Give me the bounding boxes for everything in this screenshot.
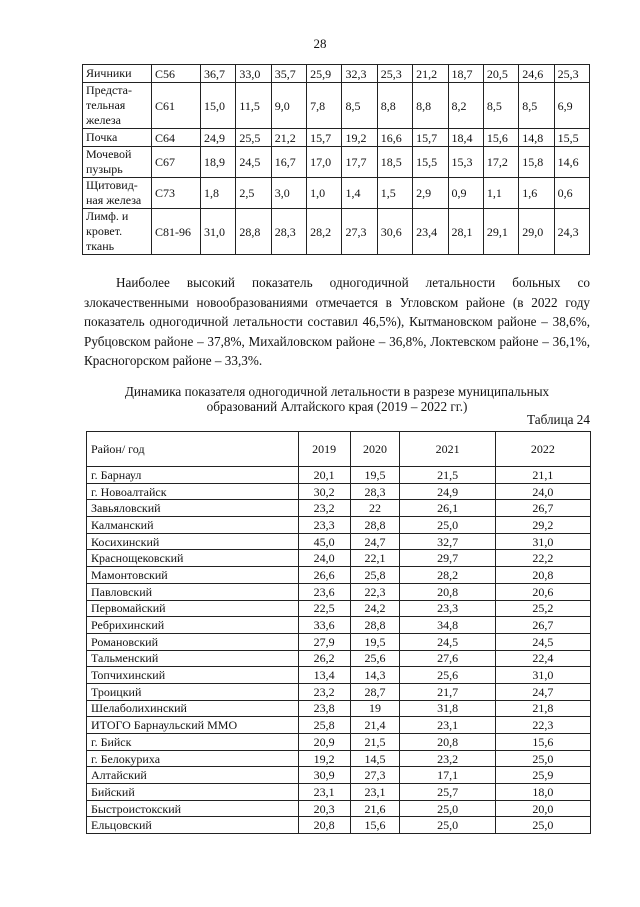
table-header-row xyxy=(87,432,591,467)
table-cell: 18,4 xyxy=(448,129,483,147)
table-cell: 23,6 xyxy=(298,583,350,600)
table-cell: 21,8 xyxy=(495,700,590,717)
table-cell: 1,0 xyxy=(307,178,342,209)
table-row xyxy=(87,583,591,600)
table-cell: 17,2 xyxy=(483,147,518,178)
table-cell: 20,8 xyxy=(298,817,350,834)
table-cell: 30,2 xyxy=(298,483,350,500)
table-cell: 28,3 xyxy=(271,209,306,255)
table-row xyxy=(87,633,591,650)
table-cell: 24,0 xyxy=(495,483,590,500)
district-name: Бийский xyxy=(87,784,299,801)
district-name: Ельцовский xyxy=(87,817,299,834)
table-cell: 27,6 xyxy=(400,650,495,667)
table-cell: 24,0 xyxy=(298,550,350,567)
table-cell: 15,0 xyxy=(201,83,236,129)
district-name: Мамонтовский xyxy=(87,567,299,584)
table-cell: 21,5 xyxy=(400,467,495,484)
table-cell: 18,9 xyxy=(201,147,236,178)
table-cell: 25,0 xyxy=(400,517,495,534)
table-cell: 13,4 xyxy=(298,667,350,684)
table-cell: 25,6 xyxy=(400,667,495,684)
table-cell: 28,3 xyxy=(350,483,400,500)
icd-code: C67 xyxy=(152,147,201,178)
table-cell: 25,9 xyxy=(307,65,342,83)
table-cell: 25,0 xyxy=(495,817,590,834)
icd-code: C64 xyxy=(152,129,201,147)
icd-code: C61 xyxy=(152,83,201,129)
table-cell: 29,1 xyxy=(483,209,518,255)
table-cell: 15,5 xyxy=(413,147,448,178)
header-2020: 2020 xyxy=(350,432,400,467)
table-row xyxy=(87,734,591,751)
table-cell: 21,5 xyxy=(350,734,400,751)
table-row xyxy=(87,800,591,817)
district-name: Быстроистокский xyxy=(87,800,299,817)
table-row xyxy=(87,784,591,801)
table-row xyxy=(87,533,591,550)
table-cell: 21,1 xyxy=(495,467,590,484)
page-number: 28 xyxy=(313,36,327,51)
table-cell: 20,9 xyxy=(298,734,350,751)
table-cell: 21,2 xyxy=(413,65,448,83)
table-cell: 24,6 xyxy=(519,65,554,83)
table-cell: 18,0 xyxy=(495,784,590,801)
table-cell: 26,7 xyxy=(495,500,590,517)
district-name: Косихинский xyxy=(87,533,299,550)
table-cell: 20,1 xyxy=(298,467,350,484)
district-name: Ребрихинский xyxy=(87,617,299,634)
table-cell: 20,6 xyxy=(495,583,590,600)
district-name: Троицкий xyxy=(87,683,299,700)
table-row xyxy=(87,567,591,584)
district-name: ИТОГО Барнаульский ММО xyxy=(87,717,299,734)
table-cell: 22,4 xyxy=(495,650,590,667)
table-row xyxy=(83,83,590,129)
table-cell: 28,1 xyxy=(448,209,483,255)
table-cell: 7,8 xyxy=(307,83,342,129)
table-cell: 25,3 xyxy=(377,65,412,83)
table-caption: Динамика показателя одногодичной летальности в разрезе муниципальных образований Алтайского края (2019 – 2022 гг.) xyxy=(124,384,550,414)
table-cell: 1,4 xyxy=(342,178,377,209)
table-cell: 8,5 xyxy=(519,83,554,129)
table-cell: 23,3 xyxy=(298,517,350,534)
district-name: Топчихинский xyxy=(87,667,299,684)
table-row xyxy=(87,467,591,484)
table-cell: 31,0 xyxy=(201,209,236,255)
district-name: г. Белокуриха xyxy=(87,750,299,767)
table-cell: 22 xyxy=(350,500,400,517)
table-cell: 26,2 xyxy=(298,650,350,667)
table-row xyxy=(87,500,591,517)
table-cell: 45,0 xyxy=(298,533,350,550)
table-row xyxy=(83,65,590,83)
table-cell: 25,5 xyxy=(236,129,271,147)
table-row xyxy=(87,717,591,734)
table-label: Таблица 24 xyxy=(527,412,590,427)
table-row xyxy=(87,517,591,534)
table-cell: 21,6 xyxy=(350,800,400,817)
district-name: Шелаболихинский xyxy=(87,700,299,717)
table-cell: 20,8 xyxy=(400,583,495,600)
table-cell: 24,7 xyxy=(495,683,590,700)
table-cell: 14,8 xyxy=(519,129,554,147)
header-2021: 2021 xyxy=(400,432,495,467)
table-cell: 29,0 xyxy=(519,209,554,255)
table-cell: 15,7 xyxy=(413,129,448,147)
table-cell: 0,9 xyxy=(448,178,483,209)
district-name: Тальменский xyxy=(87,650,299,667)
table-cell: 27,9 xyxy=(298,633,350,650)
table-cell: 14,5 xyxy=(350,750,400,767)
table-cell: 15,7 xyxy=(307,129,342,147)
table-cell: 28,2 xyxy=(400,567,495,584)
table-cell: 23,1 xyxy=(400,717,495,734)
table-row xyxy=(83,129,590,147)
district-name: Калманский xyxy=(87,517,299,534)
table-cell: 8,2 xyxy=(448,83,483,129)
table-cell: 25,9 xyxy=(495,767,590,784)
table-cell: 23,2 xyxy=(298,500,350,517)
table-cell: 24,7 xyxy=(350,533,400,550)
icd-code: C81-96 xyxy=(152,209,201,255)
table-cell: 24,2 xyxy=(350,600,400,617)
table-cell: 18,5 xyxy=(377,147,412,178)
table-cell: 23,8 xyxy=(298,700,350,717)
table-cell: 19,5 xyxy=(350,633,400,650)
district-name: Романовский xyxy=(87,633,299,650)
table-cell: 24,3 xyxy=(554,209,589,255)
table-cell: 17,0 xyxy=(307,147,342,178)
table-row xyxy=(83,178,590,209)
table-cell: 34,8 xyxy=(400,617,495,634)
table-cell: 27,3 xyxy=(342,209,377,255)
table-cell: 23,2 xyxy=(400,750,495,767)
lethality-paragraph: Наиболее высокий показатель одногодичной летальности больных со злокачественными новообразованиями отмечается в Угловском районе (в 2022 году показатель одногодичной летальности составил 46,5%), Кытмановском районе – 38,6%, Рубцовском районе – 37,8%, Михайловском районе – 36,8%, Локтевском районе – 36,1%, Красногорском районе – 33,3%. xyxy=(84,275,590,368)
table-cell: 23,4 xyxy=(413,209,448,255)
table-cell: 2,5 xyxy=(236,178,271,209)
table-cell: 25,3 xyxy=(554,65,589,83)
row-label: Лимф. и кровет. ткань xyxy=(83,209,152,255)
table-cell: 18,7 xyxy=(448,65,483,83)
table-cell: 21,7 xyxy=(400,683,495,700)
table-cell: 33,6 xyxy=(298,617,350,634)
table-cell: 23,2 xyxy=(298,683,350,700)
table-cell: 15,3 xyxy=(448,147,483,178)
table-cell: 28,7 xyxy=(350,683,400,700)
table-cell: 24,5 xyxy=(236,147,271,178)
table-cell: 22,2 xyxy=(495,550,590,567)
table-row xyxy=(87,767,591,784)
table-cell: 26,1 xyxy=(400,500,495,517)
district-name: г. Бийск xyxy=(87,734,299,751)
table-cell: 22,3 xyxy=(495,717,590,734)
icd-code: C56 xyxy=(152,65,201,83)
table-cell: 16,6 xyxy=(377,129,412,147)
table-cell: 25,7 xyxy=(400,784,495,801)
table-cell: 17,1 xyxy=(400,767,495,784)
table-cell: 15,6 xyxy=(495,734,590,751)
table-cell: 20,0 xyxy=(495,800,590,817)
table-cell: 23,3 xyxy=(400,600,495,617)
table-row xyxy=(87,667,591,684)
table-row xyxy=(87,817,591,834)
table-cell: 20,5 xyxy=(483,65,518,83)
table-cell: 24,9 xyxy=(400,483,495,500)
table-cell: 9,0 xyxy=(271,83,306,129)
table-cell: 2,9 xyxy=(413,178,448,209)
table-row xyxy=(83,209,590,255)
table-cell: 15,6 xyxy=(483,129,518,147)
table-cell: 25,8 xyxy=(350,567,400,584)
table-cell: 19,5 xyxy=(350,467,400,484)
table-cell: 24,5 xyxy=(400,633,495,650)
district-name: Первомайский xyxy=(87,600,299,617)
table-cell: 26,7 xyxy=(495,617,590,634)
table-cell: 16,7 xyxy=(271,147,306,178)
district-name: г. Барнаул xyxy=(87,467,299,484)
table-cell: 14,3 xyxy=(350,667,400,684)
district-name: Павловский xyxy=(87,583,299,600)
table-row xyxy=(87,650,591,667)
localization-lethality-table xyxy=(82,64,590,255)
table-cell: 23,1 xyxy=(298,784,350,801)
table-row xyxy=(87,700,591,717)
table-cell: 15,5 xyxy=(554,129,589,147)
table-cell: 29,7 xyxy=(400,550,495,567)
table-cell: 1,1 xyxy=(483,178,518,209)
table-cell: 25,0 xyxy=(400,800,495,817)
table-cell: 1,6 xyxy=(519,178,554,209)
district-name: г. Новоалтайск xyxy=(87,483,299,500)
table-cell: 36,7 xyxy=(201,65,236,83)
table-cell: 19 xyxy=(350,700,400,717)
table-row xyxy=(87,600,591,617)
table-cell: 29,2 xyxy=(495,517,590,534)
table-cell: 20,8 xyxy=(495,567,590,584)
table-cell: 31,0 xyxy=(495,533,590,550)
table-cell: 22,3 xyxy=(350,583,400,600)
table-row xyxy=(87,617,591,634)
table-cell: 26,6 xyxy=(298,567,350,584)
table-cell: 22,5 xyxy=(298,600,350,617)
table-cell: 21,4 xyxy=(350,717,400,734)
table-row xyxy=(83,147,590,178)
table-cell: 25,8 xyxy=(298,717,350,734)
district-name: Алтайский xyxy=(87,767,299,784)
table-cell: 8,5 xyxy=(483,83,518,129)
row-label: Щитовид-ная железа xyxy=(83,178,152,209)
table-cell: 31,0 xyxy=(495,667,590,684)
table-cell: 23,1 xyxy=(350,784,400,801)
table-cell: 25,0 xyxy=(400,817,495,834)
table-cell: 24,9 xyxy=(201,129,236,147)
table-cell: 21,2 xyxy=(271,129,306,147)
table-cell: 32,7 xyxy=(400,533,495,550)
header-2019: 2019 xyxy=(298,432,350,467)
table-cell: 8,8 xyxy=(413,83,448,129)
table-cell: 20,8 xyxy=(400,734,495,751)
table-cell: 28,8 xyxy=(350,617,400,634)
table-cell: 15,8 xyxy=(519,147,554,178)
table-cell: 33,0 xyxy=(236,65,271,83)
table-cell: 24,5 xyxy=(495,633,590,650)
icd-code: C73 xyxy=(152,178,201,209)
district-lethality-table xyxy=(86,431,591,834)
table-cell: 15,6 xyxy=(350,817,400,834)
table-cell: 30,6 xyxy=(377,209,412,255)
table-cell: 11,5 xyxy=(236,83,271,129)
district-name: Завьяловский xyxy=(87,500,299,517)
table-cell: 19,2 xyxy=(342,129,377,147)
row-label: Мочевой пузырь xyxy=(83,147,152,178)
table-cell: 1,8 xyxy=(201,178,236,209)
table-cell: 27,3 xyxy=(350,767,400,784)
table-cell: 19,2 xyxy=(298,750,350,767)
row-label: Предста-тельная железа xyxy=(83,83,152,129)
table-cell: 6,9 xyxy=(554,83,589,129)
table-row xyxy=(87,750,591,767)
row-label: Яичники xyxy=(83,65,152,83)
table-cell: 20,3 xyxy=(298,800,350,817)
table-cell: 17,7 xyxy=(342,147,377,178)
table-cell: 22,1 xyxy=(350,550,400,567)
table-cell: 28,2 xyxy=(307,209,342,255)
table-cell: 3,0 xyxy=(271,178,306,209)
table-cell: 25,2 xyxy=(495,600,590,617)
header-2022: 2022 xyxy=(495,432,590,467)
row-label: Почка xyxy=(83,129,152,147)
district-name: Краснощековский xyxy=(87,550,299,567)
table-cell: 28,8 xyxy=(236,209,271,255)
table-row xyxy=(87,483,591,500)
table-cell: 25,6 xyxy=(350,650,400,667)
table-cell: 1,5 xyxy=(377,178,412,209)
table-cell: 31,8 xyxy=(400,700,495,717)
table-cell: 25,0 xyxy=(495,750,590,767)
header-district: Район/ год xyxy=(87,432,299,467)
table-cell: 8,5 xyxy=(342,83,377,129)
table-cell: 35,7 xyxy=(271,65,306,83)
table-cell: 0,6 xyxy=(554,178,589,209)
table-row xyxy=(87,683,591,700)
table-cell: 8,8 xyxy=(377,83,412,129)
table-cell: 14,6 xyxy=(554,147,589,178)
table-cell: 32,3 xyxy=(342,65,377,83)
table-row xyxy=(87,550,591,567)
table-cell: 28,8 xyxy=(350,517,400,534)
table-cell: 30,9 xyxy=(298,767,350,784)
